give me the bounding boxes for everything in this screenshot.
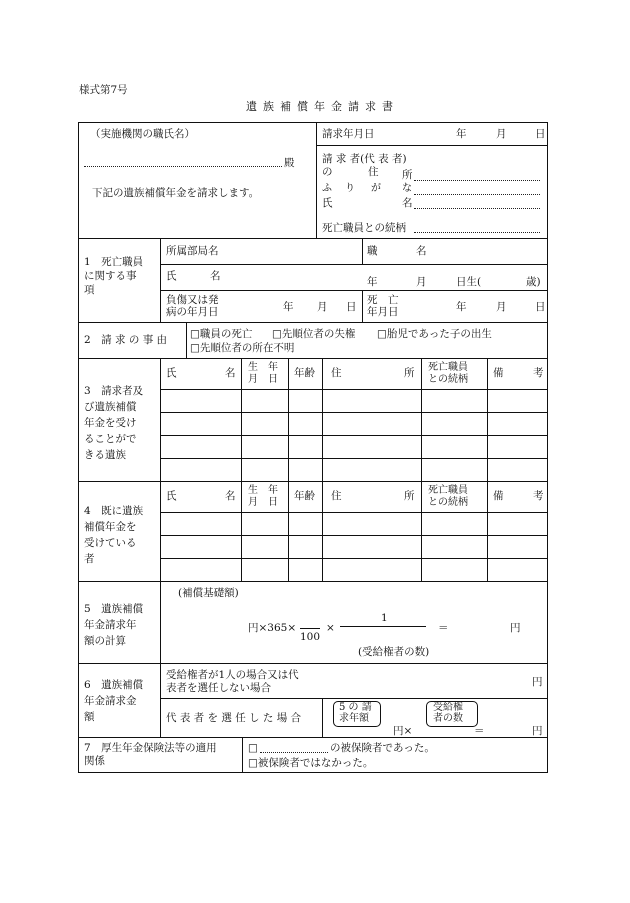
insured-text: の被保険者であった。 [330,742,435,754]
addr-char-3: 所 [402,169,413,181]
sec4-head-birth-2: 月 日 [248,497,278,508]
sec3-head-birth-1: 生 年 [248,362,278,373]
formula-denominator: 100 [300,631,321,643]
sec3-label-1: 3 請求者及 [84,385,144,397]
sec5-label-1: 5 遺族補償 [84,603,144,615]
year-label: 年 [456,128,467,140]
sec4-head-name-2: 名 [225,490,236,502]
sec1-label-2: に関する事 [84,270,137,282]
formula-times: × [326,622,335,634]
request-text: 下記の遺族補償年金を請求します。 [92,187,260,199]
annual-amount-label-1: 5 の 請 [339,702,372,713]
furigana-4: な [402,183,412,194]
furigana-1: ふ [322,183,332,194]
dept-label: 所属部局名 [166,245,219,257]
sec3-head-birth-2: 月 日 [248,374,278,385]
annual-amount-label-2: 求年額 [339,713,369,724]
addr-char-2: 住 [368,166,379,178]
sec4-label-3: 受けている [84,537,137,549]
agency-line[interactable] [84,166,282,167]
reason-option-unknown[interactable]: □先順位者の所在不明 [190,342,295,354]
relation-line[interactable] [414,232,540,233]
birth-year: 年 [367,276,378,288]
sec4-head-rel-2: との続柄 [428,497,468,508]
single-beneficiary-label-1: 受給権者が1人の場合又は代 [166,669,299,681]
single-beneficiary-label-2: 表者を選任しない場合 [166,682,271,694]
name-line[interactable] [414,208,540,209]
sec4-head-addr-1: 住 [331,490,342,502]
sec3-label-5: きる遺族 [84,449,126,461]
sec7-label-1: 7 厚生年金保険法等の適用 [84,742,217,754]
injury-year: 年 [283,301,294,313]
sec4-label-2: 補償年金を [84,521,137,533]
month-label: 月 [496,128,507,140]
sec4-head-age: 年齢 [294,490,315,502]
count-label-2: 者の数 [433,713,463,724]
addr-char-1: の [322,166,333,178]
sec6-label-3: 額 [84,711,95,723]
address-line[interactable] [414,180,540,181]
sec4-head-name-1: 氏 [166,490,177,502]
post-char-1: 職 [367,245,378,257]
sec6-label-2: 年金請求金 [84,695,137,707]
sec3-head-age: 年齢 [294,367,315,379]
form-number: 様式第7号 [79,84,128,96]
sec4-label-1: 4 既に遺族 [84,505,144,517]
rep-equals: ＝ [474,725,485,737]
sec4-head-birth-1: 生 年 [248,485,278,496]
sec2-label: 2 請 求 の 事 由 [84,334,168,346]
count-label-1: 受給権 [433,702,463,713]
sec4-head-rel-1: 死亡職員 [428,485,468,496]
formula-yen: 円 [510,622,521,634]
injury-month: 月 [317,301,328,313]
representative-label: 代 表 者 を 選 任 し た 場 合 [166,712,302,724]
post-char-2: 名 [416,245,427,257]
beneficiary-count-label: (受給権者の数) [358,646,430,658]
injury-label-1: 負傷又は発 [166,294,219,306]
formula-numerator: 1 [381,612,388,624]
birth-day: 日生( [456,276,482,288]
sec3-head-note-2: 考 [533,367,544,379]
sec3-head-rel-2: との続柄 [428,374,468,385]
death-label-2: 年月日 [367,306,399,318]
injury-day: 日 [346,301,357,313]
sec3-head-addr-2: 所 [404,367,415,379]
reason-option-birth[interactable]: □胎児であった子の出生 [377,328,492,340]
sec7-label-2: 関係 [84,755,105,767]
sec3-label-4: ることがで [84,433,137,445]
sec3-head-name-1: 氏 [166,367,177,379]
sec4-head-note-1: 備 [493,490,504,502]
sec3-label-3: 年金を受け [84,417,137,429]
death-month: 月 [496,301,507,313]
deceased-name-char-1: 氏 [166,270,177,282]
sec5-label-2: 年金請求年 [84,619,137,631]
sec1-label-1: 1 死亡職員 [84,256,144,268]
applicant-label: 請 求 者(代 表 者) [322,153,407,165]
sec3-head-note-1: 備 [493,367,504,379]
insurance-law-line[interactable] [260,752,328,753]
not-insured-option[interactable]: □被保険者ではなかった。 [248,757,374,769]
request-date-label: 請求年月日 [322,128,375,140]
reason-option-forfeit[interactable]: □先順位者の失権 [272,328,356,340]
dono-text: 殿 [284,157,295,169]
sec6-label-1: 6 遺族補償 [84,679,144,691]
birth-age: 歳) [526,276,541,288]
form-frame [78,122,548,773]
sec4-head-addr-2: 所 [404,490,415,502]
sec3-label-2: び遺族補償 [84,401,137,413]
death-day: 日 [535,301,546,313]
relation-label: 死亡職員との続柄 [322,222,406,234]
sec3-head-addr-1: 住 [331,367,342,379]
sec1-label-3: 項 [84,284,95,296]
reason-option-death[interactable]: □職員の死亡 [190,328,253,340]
sec5-label-3: 額の計算 [84,635,126,647]
injury-label-2: 病の年月日 [166,306,219,318]
birth-month: 月 [416,276,427,288]
agency-label: （実施機関の職氏名） [90,128,195,140]
rep-formula: 円× [393,725,413,737]
furigana-line[interactable] [414,194,540,195]
name-char-2: 名 [402,197,413,209]
deceased-name-char-2: 名 [210,270,221,282]
form-title: 遺族補償年金請求書 [246,100,399,113]
formula-part-a: 円×365× [248,622,297,634]
name-char-1: 氏 [322,197,333,209]
day-label: 日 [535,128,546,140]
death-label-1: 死 亡 [367,294,399,306]
furigana-2: り [345,183,355,194]
base-amount-label: (補償基礎額) [178,587,239,599]
furigana-3: が [371,183,381,194]
sec4-label-4: 者 [84,553,95,565]
sec4-head-note-2: 考 [533,490,544,502]
sec3-head-rel-1: 死亡職員 [428,362,468,373]
death-year: 年 [456,301,467,313]
sec3-head-name-2: 名 [225,367,236,379]
single-yen: 円 [532,676,543,688]
formula-equals: ＝ [438,622,449,634]
rep-yen: 円 [532,725,543,737]
insured-checkbox[interactable]: □ [248,742,258,754]
